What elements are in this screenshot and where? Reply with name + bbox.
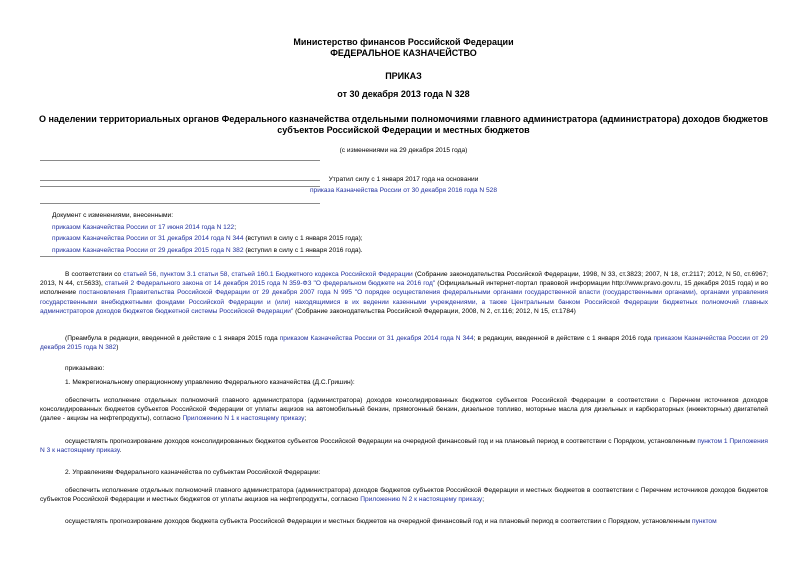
appendix-link[interactable]: Приложению N 1 к настоящему приказу bbox=[182, 415, 305, 423]
title-line-1: О наделении территориальных органов Федерального казначейства отдельными полномочиями главного администратора (администратора) доходов бюджетов bbox=[38, 114, 769, 124]
document-header bbox=[0, 37, 807, 100]
law-link[interactable]: приказом Казначейства России от 29 декабря 2015 года N 382 bbox=[40, 335, 768, 352]
divider bbox=[40, 160, 320, 161]
document-title bbox=[0, 114, 807, 136]
divider bbox=[40, 256, 320, 257]
paragraph-item-1a: обеспечить исполнение отдельных полномочий главного администратора (администратора) доходов консолидированных бюджетов субъектов Российской Федерации в соответствии с Перечнем источников доходов консолидированных бюджетов субъектов Российской Федерации от уплаты акцизов на автомобильный бензин, прямогонный бензин, дизельное топливо, моторные масла для дизельных и карбюраторных (инжекторных) двигателей (далее - акцизы на нефтепродукты), согласно Приложению N 1 к настоящему приказу; bbox=[40, 397, 768, 423]
paragraph-item-2a: обеспечить исполнение отдельных полномочий главного администратора (администратора) доходов бюджетов субъектов Российской Федерации и местных бюджетов в соответствии с Перечнем источников доходов бюджетов субъектов Российской Федерации и местных бюджетов от уплаты акцизов на нефтепродукты, согласно Приложению N 2 к настоящему приказу; bbox=[40, 487, 768, 504]
appendix-link[interactable]: Приложению N 2 к настоящему приказу bbox=[360, 496, 483, 504]
paragraph-item-1b: осуществлять прогнозирование доходов консолидированных бюджетов субъектов Российской Федерации на очередной финансовый год и на плановый период в соответствии с Порядком, установленным пунктом 1 Приложения N 3 к настоящему приказу. bbox=[40, 438, 768, 455]
amendment-link[interactable]: приказом Казначейства России от 31 декабря 2014 года N 344 bbox=[52, 235, 244, 242]
divider bbox=[40, 203, 320, 204]
ministry-name: Министерство финансов Российской Федерации bbox=[293, 37, 514, 47]
law-link[interactable]: статьей 2 Федерального закона от 14 декабря 2015 года N 359-ФЗ "О федеральном бюджете на 2016 год" bbox=[104, 280, 436, 288]
amended-note: (с изменениями на 29 декабря 2015 года) bbox=[339, 147, 468, 154]
law-link[interactable]: приказом Казначейства России от 31 декабря 2014 года N 344 bbox=[279, 335, 474, 342]
amendment-link[interactable]: приказом Казначейства России от 17 июня 2014 года N 122 bbox=[52, 223, 235, 231]
title-line-2: субъектов Российской Федерации и местных бюджетов bbox=[277, 125, 530, 135]
paragraph-item-2: 2. Управлениям Федерального казначейства по субъектам Российской Федерации: bbox=[65, 469, 321, 476]
paragraph-item-2b: осуществлять прогнозирование доходов бюджета субъекта Российской Федерации и местных бюджетов на очередной финансовый год и на плановый период в соответствии с Порядком, установленным пунктом bbox=[65, 518, 717, 525]
paragraph-preamble-note: (Преамбула в редакции, введенной в действие с 1 января 2015 года приказом Казначейства России от 31 декабря 2014 года N 344; в редакции, введенной в действие с 1 января 2016 года приказом Казначейства России от 29 декабря 2015 года N 382) bbox=[40, 335, 768, 352]
document-type: ПРИКАЗ bbox=[385, 71, 422, 81]
amendments-block bbox=[52, 210, 652, 256]
amendment-item: приказом Казначейства России от 31 декабря 2014 года N 344 (вступил в силу с 1 января 2015 года); bbox=[52, 235, 363, 242]
document-date: от 30 декабря 2013 года N 328 bbox=[337, 89, 470, 99]
amendment-item: приказом Казначейства России от 29 декабря 2015 года N 382 (вступил в силу с 1 января 2016 года). bbox=[52, 246, 363, 254]
appendix-link[interactable]: пунктом 1 Приложения N 3 к настоящему приказу bbox=[40, 438, 768, 455]
paragraph-preamble: В соответствии со статьей 56, пунктом 3.1 статьи 58, статьей 160.1 Бюджетного кодекса Российской Федерации (Собрание законодательства Российской Федерации, 1998, N 33, ст.3823; 2007, N 18, ст.2117; 2012, N 50, ст.6967; 2013, N 44, ст.5633), статьей 2 Федерального закона от 14 декабря 2015 года N 359-ФЗ "О федеральном бюджете на 2016 год" (Официальный интернет-портал правовой информации http://www.pravo.gov.ru, 15 декабря 2015 года) и во исполнение постановления Правительства Российской Федерации от 29 декабря 2007 года N 995 "О порядке осуществления федеральными органами государственной власти (государственными органами), органами управления государственными внебюджетными фондами Российской Федерации и (или) находящимися в их ведении казенными учреждениями, а также Центральным банком Российской Федерации бюджетных полномочий главных администраторов доходов бюджетов бюджетной системы Российской Федерации" (Собрание законодательства Российской Федерации, 2008, N 2, ст.116; 2012, N 15, ст.1784) bbox=[40, 271, 769, 315]
void-notice-text: Утратил силу с 1 января 2017 года на основании bbox=[328, 176, 479, 183]
amendments-heading: Документ с изменениями, внесенными: bbox=[52, 212, 174, 219]
paragraph-order: приказываю: bbox=[65, 365, 105, 372]
law-link[interactable]: статьей 56, пунктом 3.1 статьи 58, статьей 160.1 Бюджетного кодекса Российской Федерации bbox=[123, 271, 413, 278]
amendment-item: приказом Казначейства России от 17 июня 2014 года N 122; bbox=[52, 223, 237, 231]
amendment-link[interactable]: приказом Казначейства России от 29 декабря 2015 года N 382 bbox=[52, 246, 244, 254]
void-notice bbox=[40, 175, 767, 195]
agency-name: ФЕДЕРАЛЬНОЕ КАЗНАЧЕЙСТВО bbox=[330, 48, 477, 58]
paragraph-item-1: 1. Межрегиональному операционному управлению Федерального казначейства (Д.С.Гришин): bbox=[65, 379, 355, 386]
void-notice-link[interactable]: приказа Казначейства России от 30 декабря 2016 года N 528 bbox=[309, 187, 498, 194]
appendix-link[interactable]: пунктом bbox=[692, 518, 717, 525]
law-link[interactable]: постановления Правительства Российской Федерации от 29 декабря 2007 года N 995 "О порядке осуществления федеральными органами государственной власти (государственными органами), органами управления государственными внебюджетными фондами Российской Федерации и (или) находящимися в их ведении казенными учреждениями, а также Центральным банком Российской Федерации бюджетных полномочий главных администраторов доходов бюджетов бюджетной системы Российской Федерации" bbox=[40, 289, 768, 315]
